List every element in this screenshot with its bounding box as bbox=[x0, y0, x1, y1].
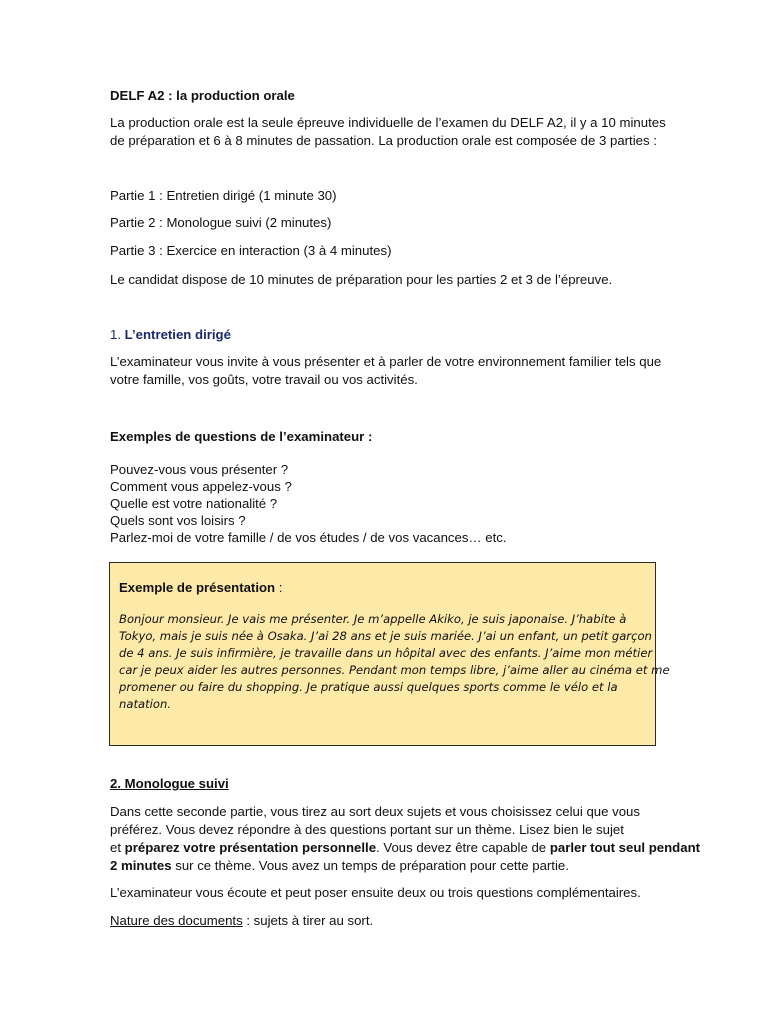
intro-paragraph: La production orale est la seule épreuve individuelle de l’examen du DELF A2, il y a 10 minutes de préparation et 6 à 8 minutes de passation. La production orale est composée de 3 parties : bbox=[110, 115, 666, 148]
section-1-body: L’examinateur vous invite à vous présenter et à parler de votre environnement familier tels que votre famille, vos goûts, votre travail ou vos activités. bbox=[110, 354, 662, 387]
example-presentation-box bbox=[109, 562, 670, 746]
questions-list bbox=[110, 461, 658, 546]
example-box-title: Exemple de présentation : bbox=[119, 580, 283, 595]
part-1: Partie 1 : Entretien dirigé (1 minute 30) bbox=[110, 188, 337, 203]
questions-heading: Exemples de questions de l’examinateur : bbox=[110, 429, 373, 444]
documents-nature: Nature des documents : sujets à tirer au sort. bbox=[110, 913, 374, 928]
part-2: Partie 2 : Monologue suivi (2 minutes) bbox=[110, 215, 332, 230]
example-box-text: Bonjour monsieur. Je vais me présenter. Je m’appelle Akiko, je suis japonaise. J’habite à Tokyo, mais je suis née à Osaka. J’ai 28 ans et je suis mariée. J’ai un enfant, un petit garçon de 4 ans. Je suis infirmière, je travaille dans un hôpital avec des enfants. J’aime mon métier car je peux aider les autres personnes. Pendant mon temps libre, j’aime aller au cinéma et me promener ou faire du shopping. Je pratique aussi quelques sports comme le vélo et la natation. bbox=[119, 612, 670, 711]
section-2-heading: 2. Monologue suivi bbox=[110, 776, 229, 791]
section-1-heading: 1. L’entretien dirigé bbox=[110, 327, 231, 342]
part-3: Partie 3 : Exercice en interaction (3 à 4 minutes) bbox=[110, 243, 392, 258]
list-item: Parlez-moi de votre famille / de vos études / de vos vacances… etc. bbox=[110, 530, 507, 545]
section-2-body: Dans cette seconde partie, vous tirez au sort deux sujets et vous choisissez celui que vous préférez. Vous devez répondre à des questions portant sur un thème. Lisez bien le sujet et préparez votre présentation personnelle. Vous devez être capable de parler tout seul pendant 2 minutes sur ce thème. Vous avez un temps de préparation pour cette partie. bbox=[110, 804, 701, 873]
list-item: Comment vous appelez-vous ? bbox=[110, 479, 292, 494]
followup-paragraph: L’examinateur vous écoute et peut poser ensuite deux ou trois questions complémentaires. bbox=[110, 885, 641, 900]
document-title: DELF A2 : la production orale bbox=[110, 88, 295, 103]
list-item: Pouvez-vous vous présenter ? bbox=[110, 462, 289, 477]
list-item: Quels sont vos loisirs ? bbox=[110, 513, 246, 528]
list-item: Quelle est votre nationalité ? bbox=[110, 496, 278, 511]
preparation-note: Le candidat dispose de 10 minutes de préparation pour les parties 2 et 3 de l’épreuve. bbox=[110, 272, 613, 287]
